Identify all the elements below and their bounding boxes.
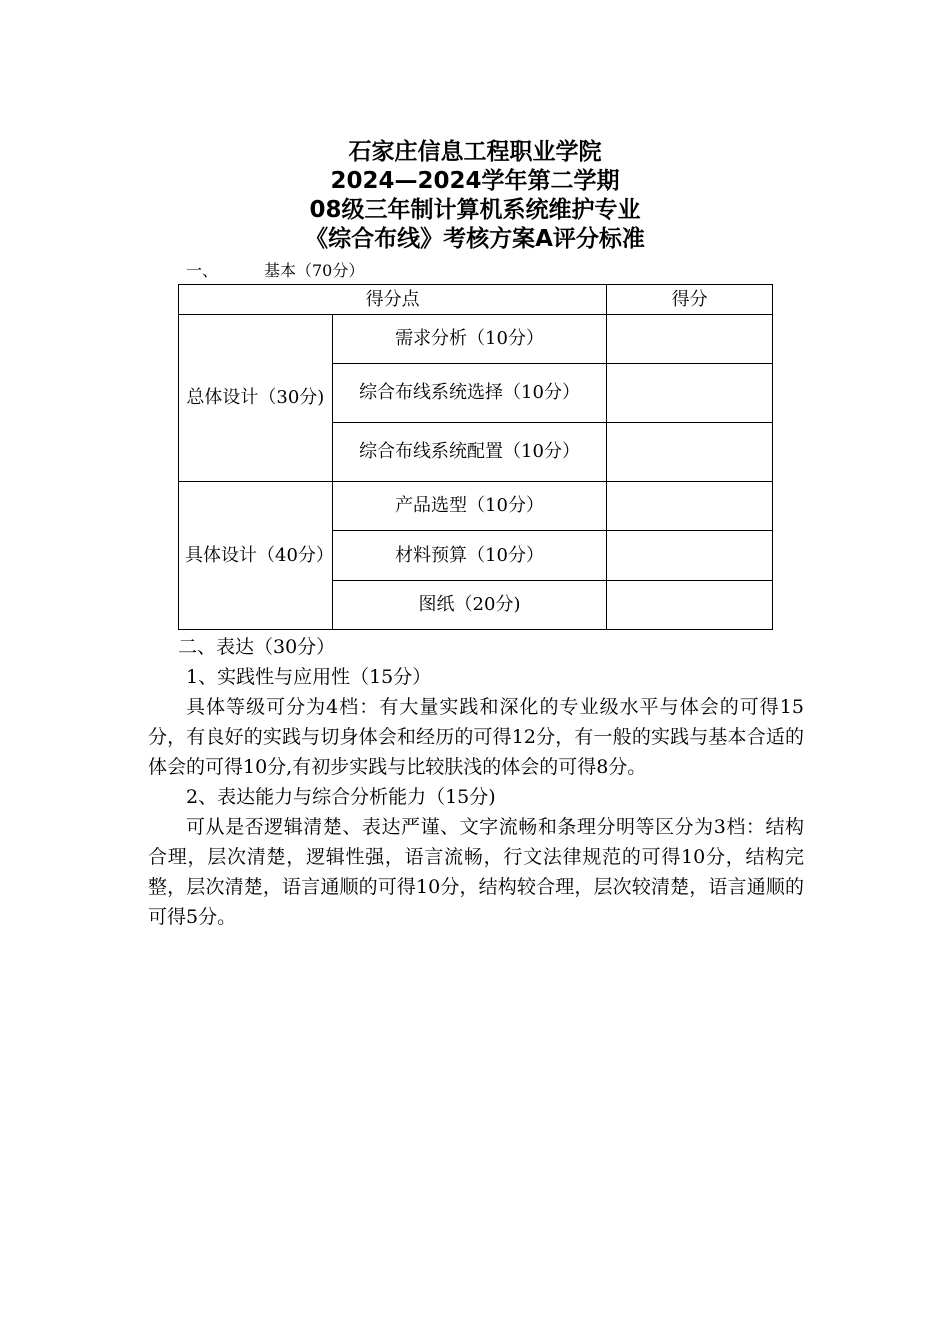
group-label-overall: 总体设计（30分) xyxy=(179,315,333,482)
sub1-paragraph: 具体等级可分为4档：有大量实践和深化的专业级水平与体会的可得15分，有良好的实践与切身体会和经历的可得12分，有一般的实践与基本合适的体会的可得10分,有初步实践与比较肤浅的体会的可得8分。 xyxy=(148,696,804,778)
title-course: 《综合布线》考核方案A评分标准 xyxy=(305,226,645,252)
score-cell[interactable] xyxy=(607,581,773,630)
sub2-paragraph: 可从是否逻辑清楚、表达严谨、文字流畅和条理分明等区分为3档：结构合理，层次清楚，逻辑性强，语言流畅，行文法律规范的可得10分，结构完整，层次清楚，语言通顺的可得10分，结构较合理，层次较清楚，语言通顺的可得5分。 xyxy=(148,816,804,928)
table-row xyxy=(179,315,773,364)
title-term: 2024—2024学年第二学期 xyxy=(330,168,620,194)
item-label: 材料预算（10分） xyxy=(332,531,607,581)
scoring-table xyxy=(178,284,773,630)
score-cell[interactable] xyxy=(607,482,773,531)
document-title xyxy=(0,138,950,254)
score-cell[interactable] xyxy=(607,364,773,423)
table-header-row xyxy=(179,285,773,315)
section1-number: 一、 xyxy=(186,261,219,280)
title-major: 08级三年制计算机系统维护专业 xyxy=(309,197,641,223)
item-label: 综合布线系统配置（10分） xyxy=(332,423,607,482)
sub2-title: 2、表达能力与综合分析能力（15分) xyxy=(186,786,496,808)
section1-title: 基本（70分） xyxy=(264,261,365,280)
table-row xyxy=(179,482,773,531)
header-point: 得分点 xyxy=(179,285,607,315)
item-label: 图纸（20分) xyxy=(332,581,607,630)
score-cell[interactable] xyxy=(607,531,773,581)
section2-heading: 二、表达（30分） xyxy=(178,636,336,658)
group-label-detail: 具体设计（40分） xyxy=(179,482,333,630)
item-label: 需求分析（10分） xyxy=(332,315,607,364)
sub1-title: 1、实践性与应用性（15分） xyxy=(186,666,432,688)
section1-heading xyxy=(186,260,364,282)
item-label: 综合布线系统选择（10分） xyxy=(332,364,607,423)
item-label: 产品选型（10分） xyxy=(332,482,607,531)
score-cell[interactable] xyxy=(607,423,773,482)
title-school: 石家庄信息工程职业学院 xyxy=(348,139,602,165)
section2 xyxy=(148,632,804,932)
header-score: 得分 xyxy=(607,285,773,315)
score-cell[interactable] xyxy=(607,315,773,364)
